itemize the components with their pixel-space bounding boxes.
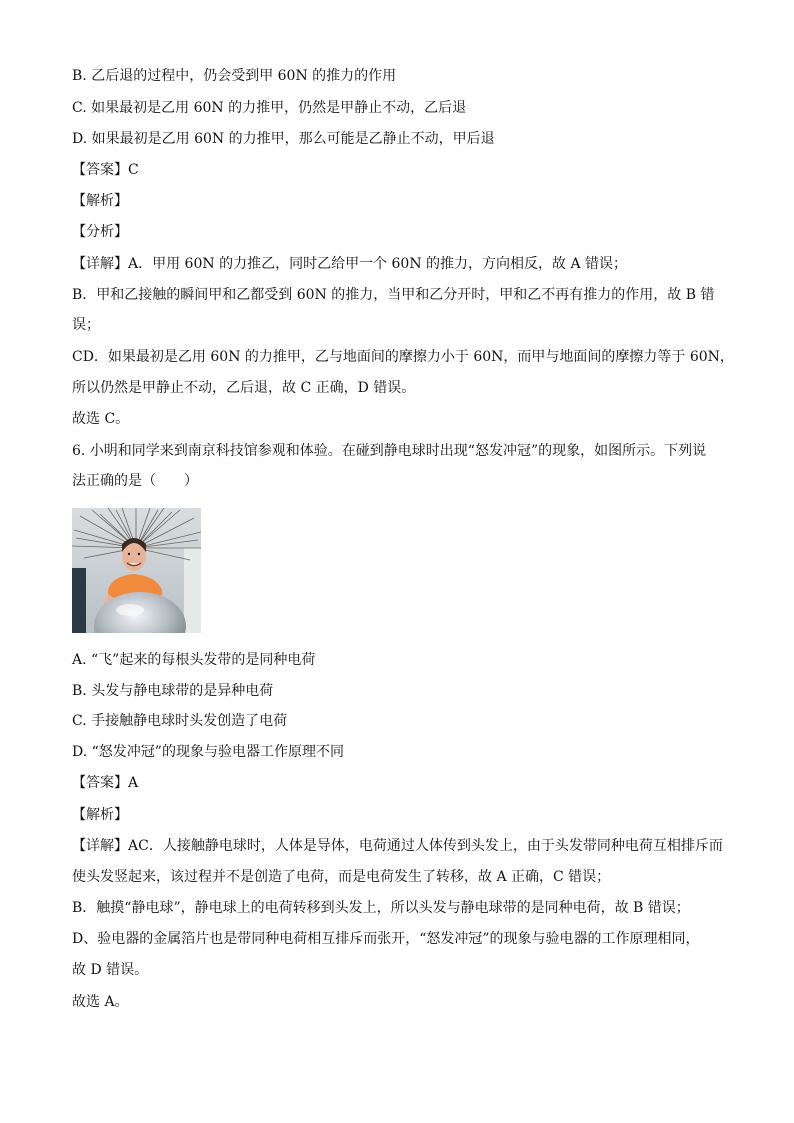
q6-option-d: D. “怒发冲冠”的现象与验电器工作原理不同	[72, 744, 344, 760]
prev-detail-line: CD．如果最初是乙用 60N 的力推甲，乙与地面间的摩擦力小于 60N，而甲与地面间的摩擦力等于 60N，	[72, 349, 734, 365]
prev-detail-line: 误；	[72, 317, 100, 333]
q6-detail-line: B．触摸“静电球”，静电球上的电荷转移到头发上，所以头发与静电球带的是同种电荷，故 B 错误；	[72, 900, 690, 916]
q6-option-b: B. 头发与静电球带的是异种电荷	[72, 683, 274, 699]
q6-detail-line: 故 D 错误。	[72, 962, 149, 978]
prev-detail-line: B．甲和乙接触的瞬间甲和乙都受到 60N 的推力，当甲和乙分开时，甲和乙不再有推力的作用，故 B 错	[72, 287, 715, 303]
q6-option-c: C. 手接触静电球时头发创造了电荷	[72, 713, 288, 729]
q6-analysis-label: 【解析】	[72, 807, 128, 823]
q6-stem-line: 法正确的是（ ）	[72, 473, 198, 489]
prev-answer: 【答案】C	[72, 162, 139, 178]
q6-option-a: A. “飞”起来的每根头发带的是同种电荷	[72, 652, 316, 668]
prev-option-c: C. 如果最初是乙用 60N 的力推甲，仍然是甲静止不动，乙后退	[72, 100, 467, 116]
q6-detail-line: D、验电器的金属箔片也是带同种电荷相互排斥而张开，“怒发冲冠”的现象与验电器的工作原理相同，	[72, 931, 700, 947]
prev-fenxi-label: 【分析】	[72, 224, 128, 240]
q6-detail-line: 【详解】AC．人接触静电球时，人体是导体，电荷通过人体传到头发上，由于头发带同种电荷互相排斥而	[72, 838, 723, 854]
prev-analysis-label: 【解析】	[72, 193, 128, 209]
prev-conclusion: 故选 C。	[72, 411, 130, 427]
q6-detail-line: 使头发竖起来，该过程并不是创造了电荷，而是电荷发生了转移，故 A 正确，C 错误；	[72, 869, 611, 885]
static-electricity-photo	[72, 508, 201, 633]
q6-stem-line: 6. 小明和同学来到南京科技馆参观和体验。在碰到静电球时出现“怒发冲冠”的现象，如图所示。下列说	[72, 443, 707, 459]
prev-detail-line: 所以仍然是甲静止不动，乙后退，故 C 正确，D 错误。	[72, 380, 416, 396]
prev-option-d: D. 如果最初是乙用 60N 的力推甲，那么可能是乙静止不动，甲后退	[72, 131, 495, 147]
prev-option-b: B. 乙后退的过程中，仍会受到甲 60N 的推力的作用	[72, 68, 397, 84]
q6-answer: 【答案】A	[72, 775, 139, 791]
prev-detail-line: 【详解】A．甲用 60N 的力推乙，同时乙给甲一个 60N 的推力，方向相反，故 A 错误；	[72, 256, 628, 272]
q6-conclusion: 故选 A。	[72, 994, 129, 1010]
